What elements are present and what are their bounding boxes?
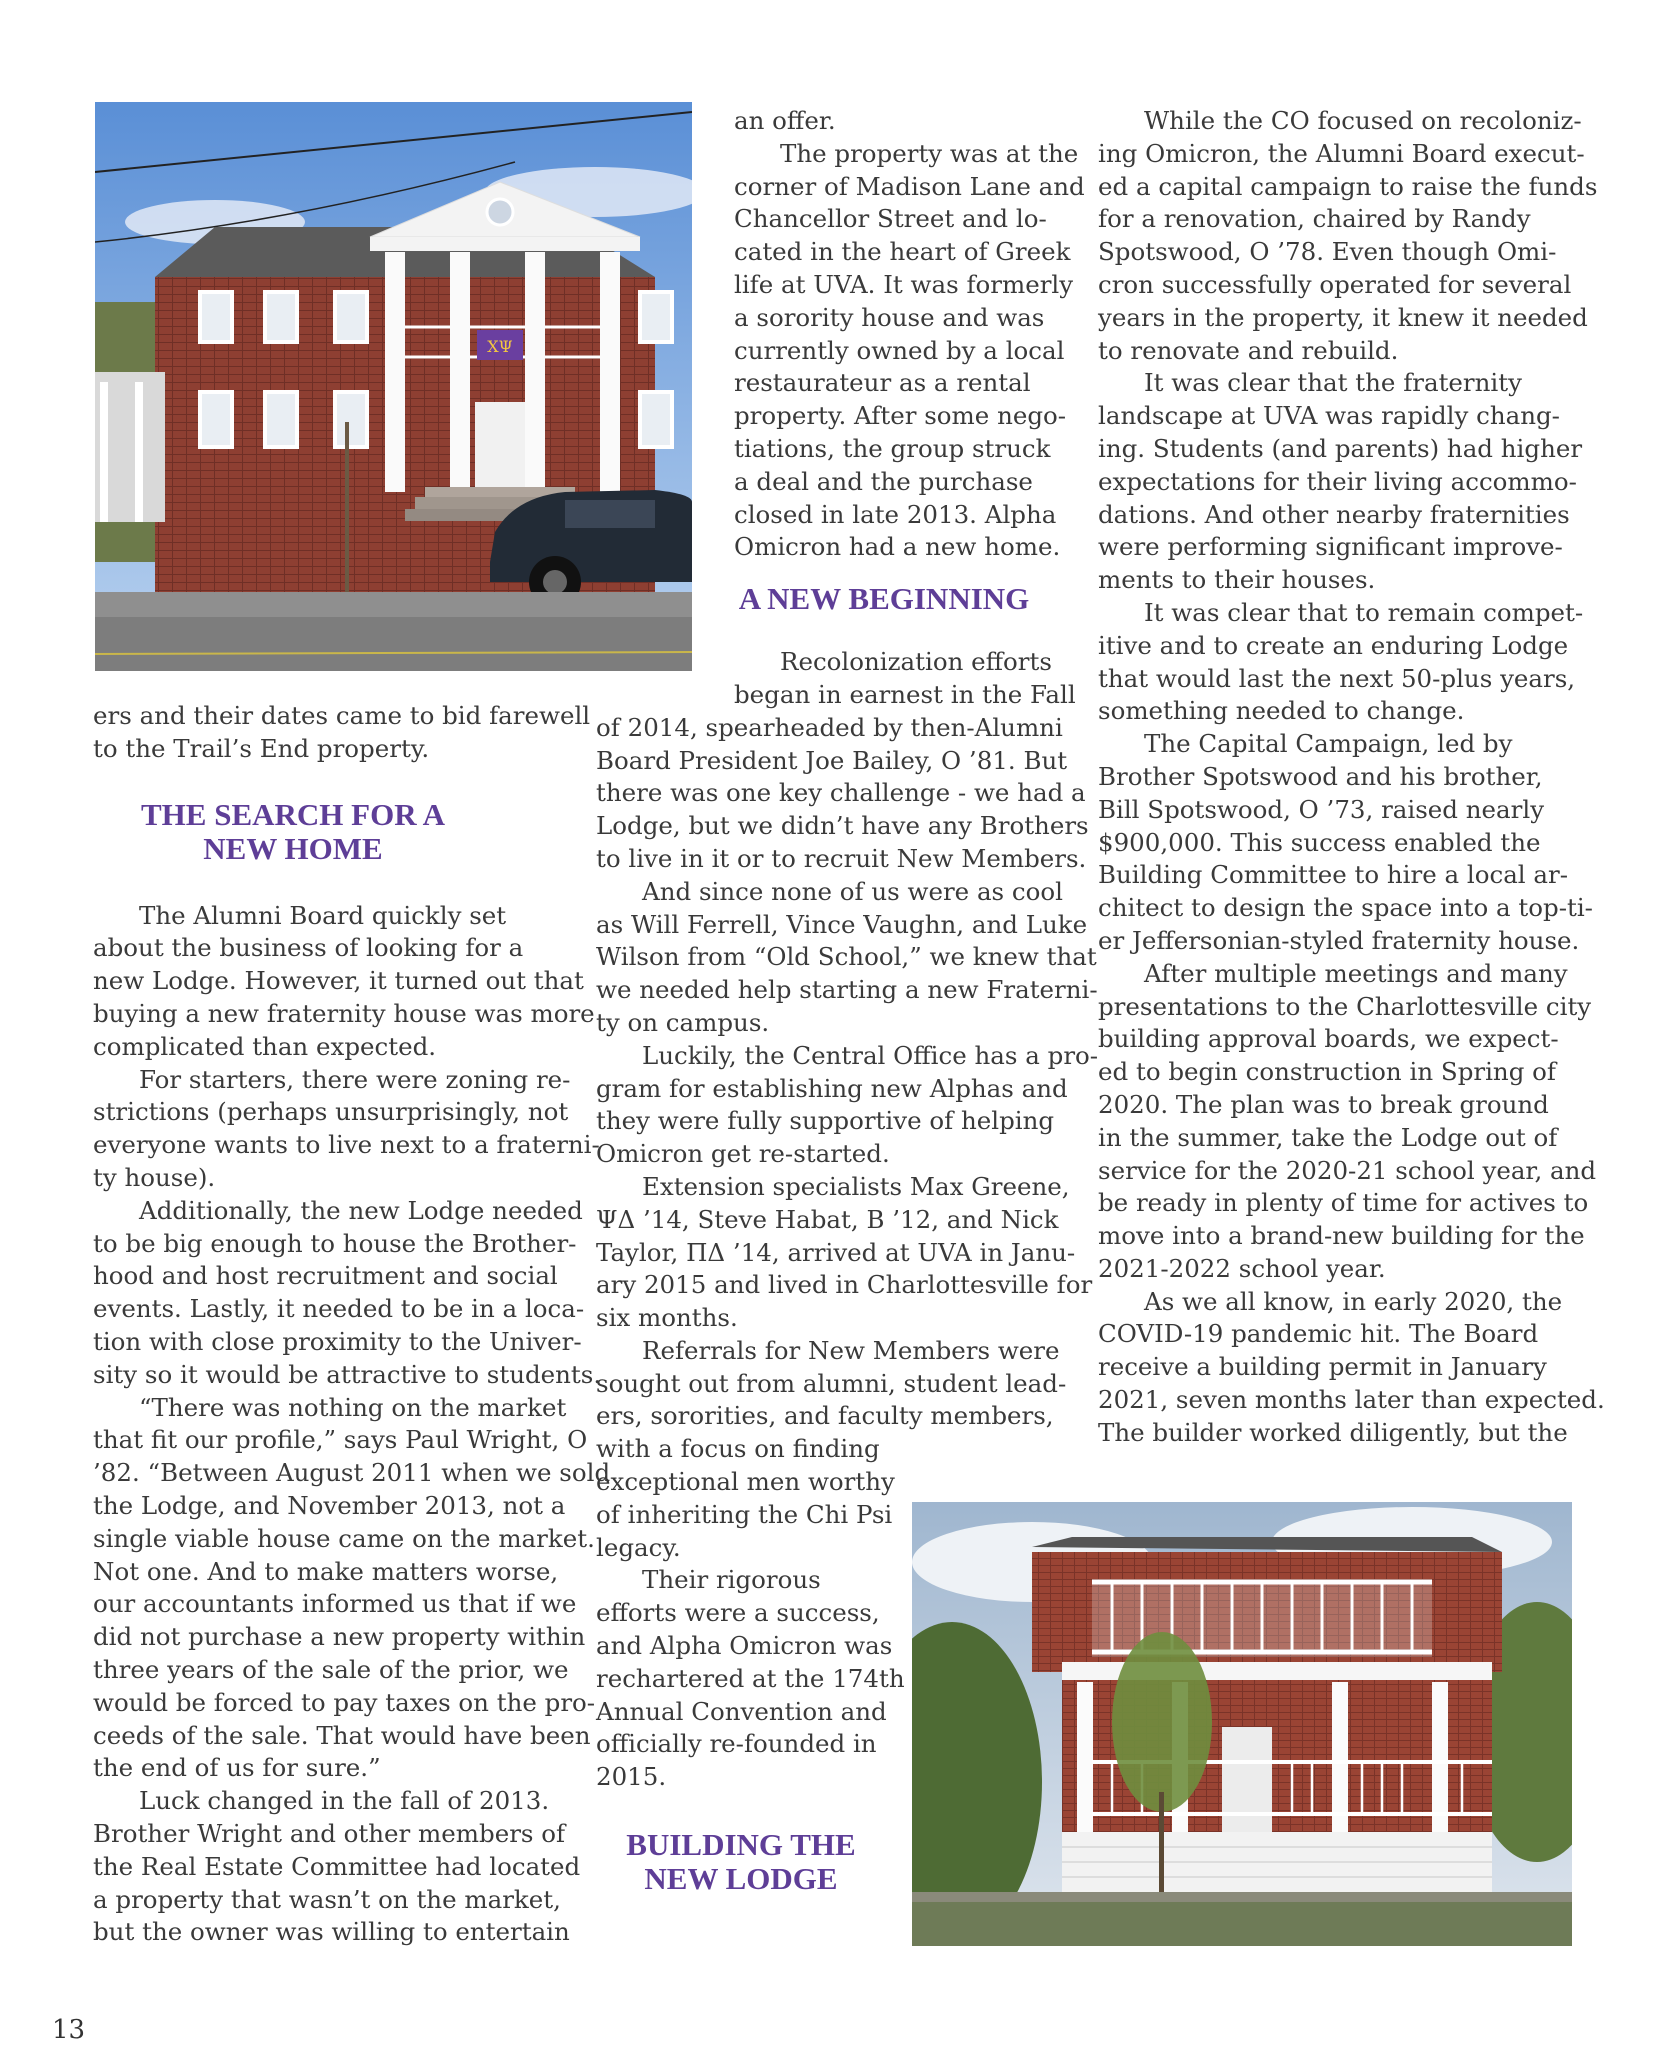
col1-line: For starters, there were zoning re- xyxy=(139,1064,571,1094)
col3-line: building approval boards, we expect- xyxy=(1098,1024,1559,1054)
col2-line: to live in it or to recruit New Members. xyxy=(596,843,1087,873)
col1-line: sity so it would be attractive to students. xyxy=(93,1359,602,1389)
col1-line: ’82. “Between August 2011 when we sold xyxy=(93,1458,611,1488)
col2-line: Their rigorous xyxy=(642,1565,821,1595)
col1-line: strictions (perhaps unsurprisingly, not xyxy=(93,1097,569,1127)
col1-line: would be forced to pay taxes on the pro- xyxy=(93,1687,596,1717)
col2-line: Extension specialists Max Greene, xyxy=(642,1171,1070,1201)
col2-line: ty on campus. xyxy=(596,1007,770,1037)
col3-line: chitect to design the space into a top-ti- xyxy=(1098,893,1593,923)
col3-line: ments to their houses. xyxy=(1098,565,1376,595)
col3-line: something needed to change. xyxy=(1098,696,1465,726)
col1-line: everyone wants to live next to a fraterni- xyxy=(93,1130,600,1160)
col2-line: a sorority house and was xyxy=(734,302,1045,332)
col1-line: tion with close proximity to the Univer- xyxy=(93,1326,582,1356)
col1-line: Luck changed in the fall of 2013. xyxy=(139,1786,550,1816)
col1-line: ers and their dates came to bid farewell xyxy=(93,701,591,730)
col3-line: were performing significant improve- xyxy=(1098,532,1563,562)
col2-line: an offer. xyxy=(734,106,836,135)
col2-line: Recolonization efforts xyxy=(780,647,1052,677)
col3-line: The builder worked diligently, but the xyxy=(1098,1417,1568,1447)
col3-line: er Jeffersonian-styled fraternity house. xyxy=(1098,925,1580,955)
col3-line: that would last the next 50-plus years, xyxy=(1098,663,1576,693)
col1-line: the Real Estate Committee had located xyxy=(93,1851,581,1881)
col2-line: restaurateur as a rental xyxy=(734,368,1031,398)
col2-line: officially re-founded in xyxy=(596,1729,877,1759)
col3-line: presentations to the Charlottesville city xyxy=(1098,991,1592,1021)
col3-line: COVID-19 pandemic hit. The Board xyxy=(1098,1319,1539,1349)
col1-line: that fit our profile,” says Paul Wright, O xyxy=(93,1425,588,1455)
col2-line: ΨΔ ’14, Steve Habat, B ’12, and Nick xyxy=(596,1204,1059,1234)
col1-line: did not purchase a new property within xyxy=(93,1622,586,1652)
col3-line: While the CO focused on recoloniz- xyxy=(1144,106,1582,135)
section-heading-building: BUILDING THE xyxy=(626,1827,856,1863)
col3-line: dations. And other nearby fraternities xyxy=(1098,499,1570,529)
col2-line: and Alpha Omicron was xyxy=(596,1631,893,1661)
col2-line: with a focus on finding xyxy=(596,1434,880,1464)
col1-line: Not one. And to make matters worse, xyxy=(93,1556,559,1586)
col3-line: ed a capital campaign to raise the funds xyxy=(1098,171,1598,201)
col3-line: Spotswood, O ’78. Even though Omi- xyxy=(1098,237,1557,267)
column-3 xyxy=(1098,105,1605,1450)
section-heading-search: THE SEARCH FOR A xyxy=(140,796,446,832)
col3-line: The Capital Campaign, led by xyxy=(1144,729,1513,759)
col1-line: The Alumni Board quickly set xyxy=(139,900,507,930)
col1-line: but the owner was willing to entertain xyxy=(93,1917,570,1947)
col2-line: ary 2015 and lived in Charlottesville for xyxy=(596,1270,1093,1300)
col3-line: for a renovation, chaired by Randy xyxy=(1098,204,1531,234)
col2-line: tiations, the group struck xyxy=(734,433,1051,463)
col2-line: property. After some nego- xyxy=(734,401,1067,431)
col2-line: began in earnest in the Fall xyxy=(734,679,1076,709)
col2-line: gram for establishing new Alphas and xyxy=(596,1073,1068,1103)
col3-line: Building Committee to hire a local ar- xyxy=(1098,860,1569,890)
col3-line: in the summer, take the Lodge out of xyxy=(1098,1122,1558,1152)
col3-line: Bill Spotswood, O ’73, raised nearly xyxy=(1098,794,1545,824)
col3-line: receive a building permit in January xyxy=(1098,1352,1547,1382)
col2-line: Wilson from “Old School,” we knew that xyxy=(596,942,1097,972)
col2-line: as Will Ferrell, Vince Vaughn, and Luke xyxy=(596,909,1088,939)
col2-line: sought out from alumni, student lead- xyxy=(596,1368,1067,1398)
col2-line: Lodge, but we didn’t have any Brothers xyxy=(596,811,1089,841)
col2-line: there was one key challenge - we had a xyxy=(596,778,1086,808)
col2-line: cated in the heart of Greek xyxy=(734,237,1071,267)
col3-line: service for the 2020-21 school year, and xyxy=(1098,1155,1597,1185)
col3-line: cron successfully operated for several xyxy=(1098,269,1572,299)
col3-line: expectations for their living accommo- xyxy=(1098,466,1577,496)
col3-line: 2021, seven months later than expected. xyxy=(1098,1385,1605,1415)
col1-line: ty house). xyxy=(93,1162,216,1192)
col1-line: about the business of looking for a xyxy=(93,933,524,963)
col3-line: move into a brand-new building for the xyxy=(1098,1221,1585,1251)
col1-line: the end of us for sure.” xyxy=(93,1753,381,1783)
col3-line: itive and to create an enduring Lodge xyxy=(1098,630,1569,660)
col2-line: Board President Joe Bailey, O ’81. But xyxy=(596,745,1068,775)
page-number: 13 xyxy=(52,2015,86,2045)
col1-line: events. Lastly, it needed to be in a loca- xyxy=(93,1294,585,1324)
column-1 xyxy=(93,700,611,1949)
col2-line: we needed help starting a new Fraterni- xyxy=(596,975,1098,1005)
col1-line: “There was nothing on the market xyxy=(139,1392,567,1422)
col3-line: ing Omicron, the Alumni Board execut- xyxy=(1098,138,1585,168)
col3-line: years in the property, it knew it needed xyxy=(1098,302,1588,332)
col2-line: Luckily, the Central Office has a pro- xyxy=(642,1040,1099,1070)
col2-line: legacy. xyxy=(596,1532,681,1562)
col3-line: landscape at UVA was rapidly chang- xyxy=(1098,401,1560,431)
col2-line: rechartered at the 174th xyxy=(596,1663,905,1693)
col2-line: six months. xyxy=(596,1303,738,1333)
col1-line: a property that wasn’t on the market, xyxy=(93,1884,561,1914)
col1-line: to be big enough to house the Brother- xyxy=(93,1228,577,1258)
col2-line: corner of Madison Lane and xyxy=(734,171,1085,201)
col2-line: of inheriting the Chi Psi xyxy=(596,1499,893,1529)
col1-line: Additionally, the new Lodge needed xyxy=(139,1195,583,1225)
col2-line: currently owned by a local xyxy=(734,335,1065,365)
col3-line: 2021-2022 school year. xyxy=(1098,1253,1386,1283)
col2-line: The property was at the xyxy=(780,138,1079,168)
new-lodge-photo xyxy=(912,1502,1572,1946)
col1-line: ceeds of the sale. That would have been xyxy=(93,1720,591,1750)
col1-line: our accountants informed us that if we xyxy=(93,1589,577,1619)
col2-line: Omicron had a new home. xyxy=(734,532,1061,562)
col2-line: of 2014, spearheaded by then-Alumni xyxy=(596,712,1063,742)
col1-line: new Lodge. However, it turned out that xyxy=(93,966,584,996)
col2-line: Referrals for New Members were xyxy=(642,1335,1060,1365)
col2-line: exceptional men worthy xyxy=(596,1467,895,1497)
col2-line: efforts were a success, xyxy=(596,1598,880,1628)
col3-line: It was clear that to remain compet- xyxy=(1144,597,1584,627)
section-heading-building-2: NEW LODGE xyxy=(644,1861,838,1897)
col2-line: life at UVA. It was formerly xyxy=(734,269,1074,299)
col1-line: hood and host recruitment and social xyxy=(93,1261,558,1291)
svg-text:XΨ: XΨ xyxy=(487,337,513,356)
col3-line: After multiple meetings and many xyxy=(1144,958,1568,988)
col2-line: Omicron get re-started. xyxy=(596,1139,890,1169)
col1-line: to the Trail’s End property. xyxy=(93,733,430,763)
col3-line: be ready in plenty of time for actives to xyxy=(1098,1188,1589,1218)
col1-body xyxy=(93,900,611,1950)
col1-line: complicated than expected. xyxy=(93,1031,437,1061)
col2-line: a deal and the purchase xyxy=(734,466,1033,496)
col2-line: ers, sororities, and faculty members, xyxy=(596,1401,1054,1431)
col1-line: three years of the sale of the prior, we xyxy=(93,1654,569,1684)
col1-line: single viable house came on the market. xyxy=(93,1523,595,1553)
col2-line: Taylor, ΠΔ ’14, arrived at UVA in Janu- xyxy=(596,1237,1076,1267)
col3-line: to renovate and rebuild. xyxy=(1098,335,1399,365)
col2-line: And since none of us were as cool xyxy=(642,876,1063,906)
col1-line: Brother Wright and other members of xyxy=(93,1818,566,1848)
col3-line: It was clear that the fraternity xyxy=(1144,368,1522,398)
col2-line: 2015. xyxy=(596,1762,667,1792)
col2-line: Chancellor Street and lo- xyxy=(734,204,1047,234)
col3-line: As we all know, in early 2020, the xyxy=(1144,1286,1563,1316)
col1-line: the Lodge, and November 2013, not a xyxy=(93,1490,566,1520)
col2-line: closed in late 2013. Alpha xyxy=(734,499,1057,529)
col1-line: buying a new fraternity house was more xyxy=(93,998,595,1028)
col2-line: they were fully supportive of helping xyxy=(596,1106,1055,1136)
col3-line: ed to begin construction in Spring of xyxy=(1098,1057,1556,1087)
col3-line: Brother Spotswood and his brother, xyxy=(1098,761,1543,791)
col3-line: $900,000. This success enabled the xyxy=(1098,827,1541,857)
section-heading-new-beginning: A NEW BEGINNING xyxy=(738,581,1030,617)
col3-line: ing. Students (and parents) had higher xyxy=(1098,433,1583,463)
col2-line: Annual Convention and xyxy=(596,1696,887,1726)
col3-line: 2020. The plan was to break ground xyxy=(1098,1089,1549,1119)
section-heading-search-2: NEW HOME xyxy=(203,830,383,866)
